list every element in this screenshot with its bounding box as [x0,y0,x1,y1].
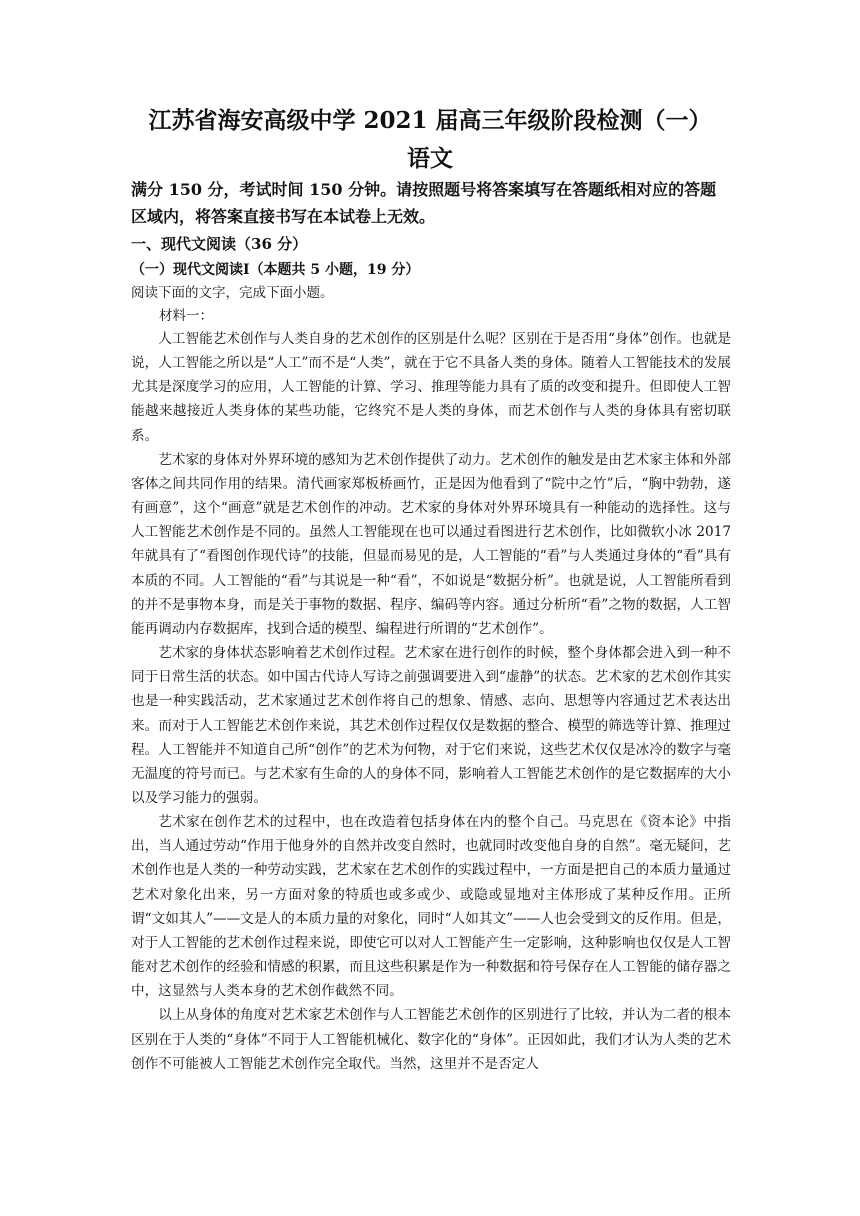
section-heading: 一、现代文阅读（36 分） [131,235,308,253]
exam-notice: 满分 150 分，考试时间 150 分钟。请按照题号将答案填写在答题纸相对应的答题区域内，将答案直接书写在本试卷上无效。 [131,180,717,226]
subsection-heading: （一）现代文阅读Ⅰ（本题共 5 小题，19 分） [131,262,420,278]
material-label: 材料一： [159,308,213,324]
reading-instruction: 阅读下面的文字，完成下面小题。 [131,285,334,301]
paragraph: 以上从身体的角度对艺术家艺术创作与人工智能艺术创作的区别进行了比较，并认为二者的根本区别在于人类的“身体”不同于人工智能机械化、数字化的“身体”。正因如此，我们才认为人类的艺术创作不可能被人工智能艺术创作完全取代。当然，这里并不是否定人 [131,1007,731,1072]
paragraph: 艺术家在创作艺术的过程中，也在改造着包括身体在内的整个自己。马克思在《资本论》中指出，当人通过劳动“作用于他身外的自然并改变自然时，也就同时改变他自身的自然”。毫无疑问，艺术创作也是人类的一种劳动实践，艺术家在艺术创作的实践过程中，一方面是把自己的本质力量通过艺术对象化出来，另一方面对象的特质也或多或少、或隐或显地对主体形成了某种反作用。正所谓“文如其人”——文是人的本质力量的对象化，同时“人如其文”——人也会受到文的反作用。但是，对于人工智能的艺术创作过程来说，即使它可以对人工智能产生一定影响，这种影响也仅仅是人工智能对艺术创作的经验和情感的积累，而且这些积累是作为一种数据和符号保存在人工智能的储存器之中，这显然与人类本身的艺术创作截然不同。 [131,814,731,1000]
paragraph: 艺术家的身体状态影响着艺术创作过程。艺术家在进行创作的时候，整个身体都会进入到一种不同于日常生活的状态。如中国古代诗人写诗之前强调要进入到“虚静”的状态。艺术家的艺术创作其实也是一种实践活动，艺术家通过艺术创作将自己的想象、情感、志向、思想等内容通过艺术表达出来。而对于人工智能艺术创作来说，其艺术创作过程仅仅是数据的整合、模型的筛选等计算、推理过程。人工智能并不知道自己所“创作”的艺术为何物，对于它们来说，这些艺术仅仅是冰冷的数字与毫无温度的符号而已。与艺术家有生命的人的身体不同，影响着人工智能艺术创作的是它数据库的大小以及学习能力的强弱。 [131,645,731,806]
paragraph: 艺术家的身体对外界环境的感知为艺术创作提供了动力。艺术创作的触发是由艺术家主体和外部客体之间共同作用的结果。清代画家郑板桥画竹，正是因为他看到了“院中之竹”后，“胸中勃勃，遂有画意”，这个“画意”就是艺术创作的冲动。艺术家的身体对外界环境具有一种能动的选择性。这与人工智能艺术创作是不同的。虽然人工智能现在也可以通过看图进行艺术创作，比如微软小冰 2017 年就具有了“看图创作现代诗”的技能，但显而易见的是，人工智能的“看”与人类通过身体的“看”具有本质的不同。人工智能的“看”与其说是一种“看”，不如说是“数据分析”。也就是说，人工智能所看到的并不是事物本身，而是关于事物的数据、程序、编码等内容。通过分析所“看”之物的数据，人工智能再调动内存数据库，找到合适的模型、编程进行所谓的“艺术创作”。 [131,451,731,637]
subject-title: 语文 [407,145,453,172]
paragraph: 人工智能艺术创作与人类自身的艺术创作的区别是什么呢？区别在于是否用“身体”创作。也就是说，人工智能之所以是“人工”而不是“人类”，就在于它不具备人类的身体。随着人工智能技术的发展尤其是深度学习的应用，人工智能的计算、学习、推理等能力具有了质的改变和提升。但即使人工智能越来越接近人类身体的某些功能，它终究不是人类的身体，而艺术创作与人类的身体具有密切联系。 [131,331,731,444]
article-body [131,327,731,1076]
exam-title: 江苏省海安高级中学 2021 届高三年级阶段检测（一） [148,107,712,134]
